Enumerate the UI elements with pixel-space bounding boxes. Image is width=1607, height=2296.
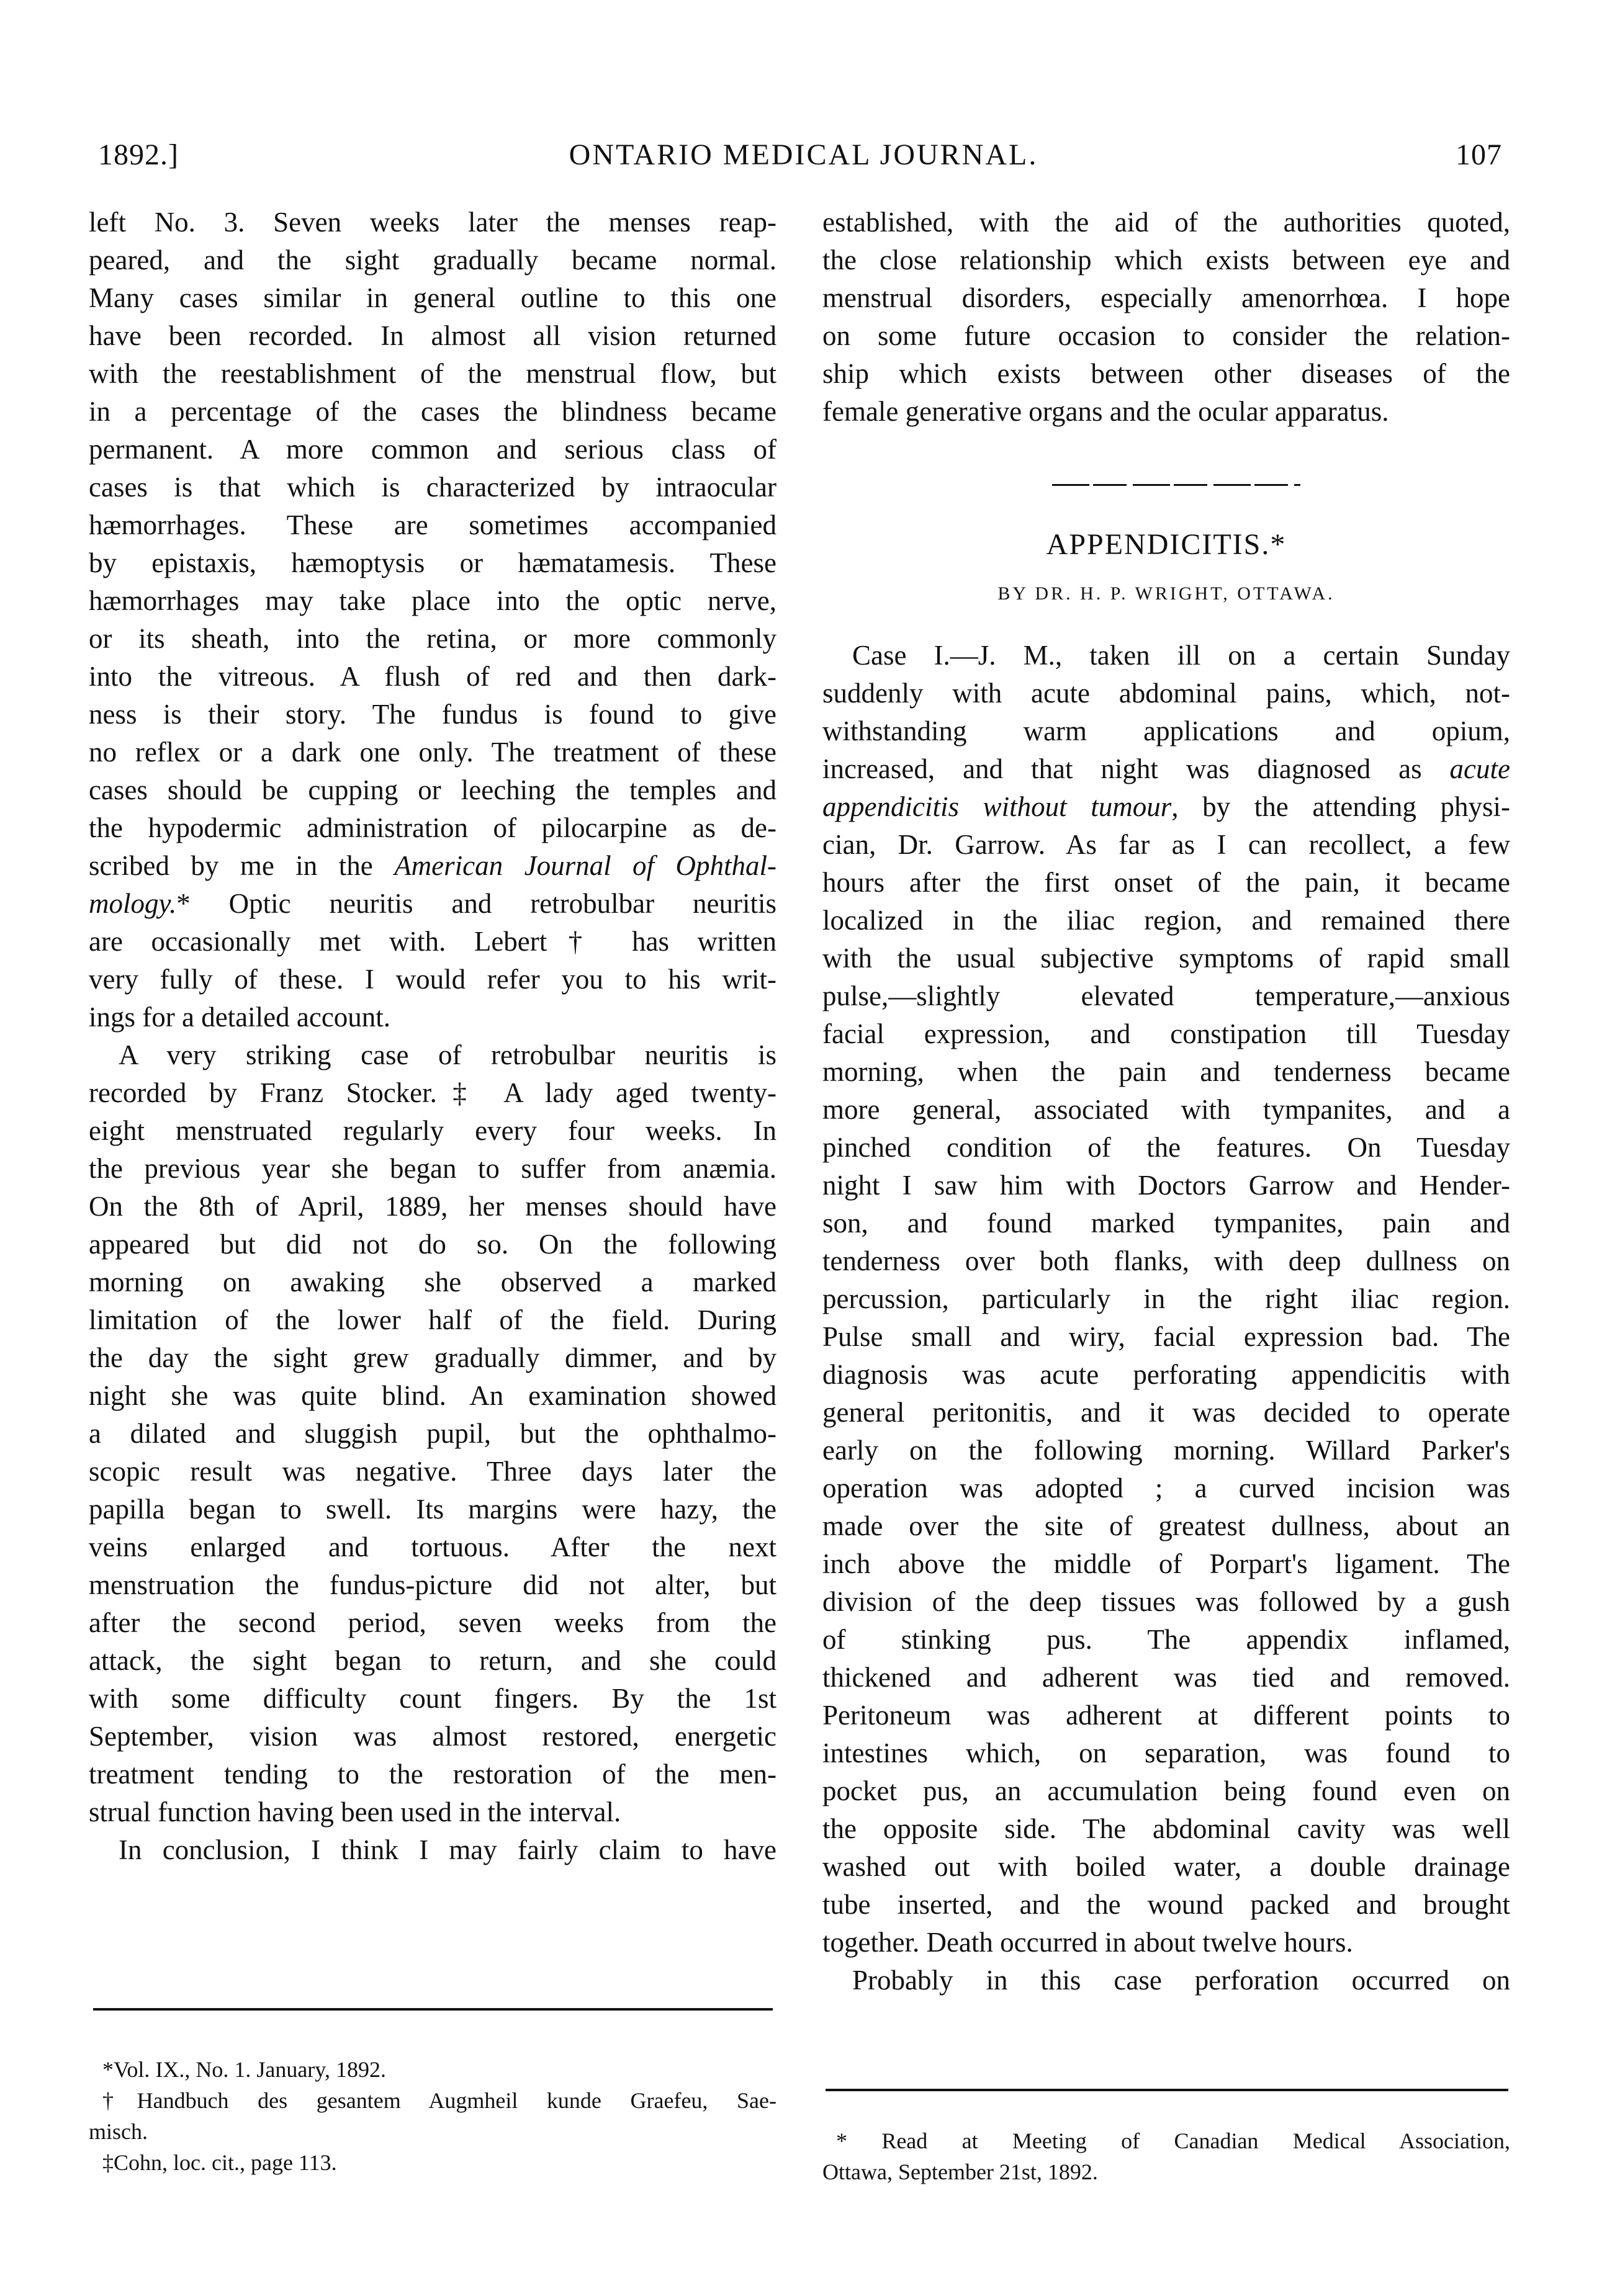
footnote-divider-right	[826, 2089, 1508, 2091]
italic-text: American Journal of Ophthal-	[394, 850, 776, 881]
text-line: cases is that which is characterized by intraocular	[89, 472, 776, 503]
text-run: scribed by me in the	[89, 850, 395, 881]
text-line: the previous year she began to suffer from anæmia.	[89, 1153, 776, 1184]
text-line: morning, when the pain and tenderness became	[822, 1056, 1510, 1087]
text-line: treatment tending to the restoration of the men-	[89, 1759, 776, 1790]
text-line: percussion, particularly in the right iliac region.	[822, 1283, 1510, 1314]
text-line: by epistaxis, hæmoptysis or hæmatamesis. These	[89, 547, 776, 578]
text-line: ings for a detailed account.	[89, 1002, 391, 1033]
footnote: ‡Cohn, loc. cit., page 113.	[102, 2150, 337, 2175]
text-line: On the 8th of April, 1889, her menses should have	[89, 1191, 776, 1222]
journal-title: ONTARIO MEDICAL JOURNAL.	[569, 138, 1038, 171]
text-line: established, with the aid of the authorities quoted,	[822, 207, 1510, 238]
text-line: papilla began to swell. Its margins were hazy, the	[89, 1494, 776, 1525]
article-byline: BY DR. H. P. WRIGHT, OTTAWA.	[997, 583, 1335, 604]
text-line: early on the following morning. Willard Parker's	[822, 1435, 1510, 1466]
text-line: operation was adopted ; a curved incision was	[822, 1473, 1510, 1504]
text-line: into the vitreous. A flush of red and then dark-	[89, 661, 776, 692]
text-line: peared, and the sight gradually became normal.	[89, 244, 776, 276]
page-number: 107	[1456, 138, 1502, 171]
text-line: recorded by Franz Stocker.‡ A lady aged twenty-	[89, 1077, 776, 1108]
text-line: cian, Dr. Garrow. As far as I can recollect, a few	[822, 829, 1510, 860]
text-line: night she was quite blind. An examination showed	[89, 1380, 776, 1411]
footnote: * Read at Meeting of Canadian Medical Association,	[836, 2128, 1510, 2153]
text-line: together. Death occurred in about twelve hours.	[822, 1927, 1353, 1958]
text-line: Probably in this case perforation occurred on	[852, 1965, 1510, 1996]
text-line: or its sheath, into the retina, or more commonly	[89, 623, 776, 654]
text-line: a dilated and sluggish pupil, but the ophthalmo-	[89, 1418, 776, 1449]
italic-text: mology.	[89, 888, 177, 919]
article-body	[822, 637, 1510, 1999]
text-line: hæmorrhages. These are sometimes accompanied	[89, 509, 776, 540]
footnotes-left	[89, 2054, 776, 2178]
running-head-year: 1892.]	[98, 138, 179, 171]
text-line: are occasionally met with. Lebert† has written	[89, 926, 776, 957]
right-column	[822, 204, 1510, 431]
text-line: ship which exists between other diseases of the	[822, 358, 1510, 389]
italic-text: acute	[1449, 753, 1510, 784]
text-line: Peritoneum was adherent at different points to	[822, 1700, 1510, 1731]
section-divider-ornament	[1052, 484, 1300, 486]
footnote: †Handbuch des gesantem Augmheil kunde Graefeu, Sae-	[102, 2088, 776, 2113]
text-line: facial expression, and constipation till Tuesday	[822, 1018, 1510, 1049]
text-line: withstanding warm applications and opium,	[822, 715, 1510, 747]
text-line	[822, 750, 1510, 788]
text-line: pinched condition of the features. On Tuesday	[822, 1132, 1510, 1163]
text-line: in a percentage of the cases the blindness became	[89, 396, 776, 427]
text-line: with the usual subjective symptoms of rapid small	[822, 943, 1510, 974]
text-line: permanent. A more common and serious class of	[89, 434, 776, 465]
text-line: with some difficulty count fingers. By the 1st	[89, 1683, 776, 1714]
text-line: division of the deep tissues was followed by a gush	[822, 1586, 1510, 1617]
text-line: morning on awaking she observed a marked	[89, 1267, 776, 1298]
text-line: tube inserted, and the wound packed and brought	[822, 1889, 1510, 1920]
text-line: pocket pus, an accumulation being found even on	[822, 1775, 1510, 1806]
text-line: Pulse small and wiry, facial expression bad. The	[822, 1321, 1510, 1352]
text-run: increased, and that night was diagnosed as	[822, 753, 1450, 784]
text-line	[89, 847, 776, 885]
text-line: intestines which, on separation, was found to	[822, 1738, 1510, 1769]
text-line: Case I.—J. M., taken ill on a certain Sunday	[852, 640, 1510, 671]
italic-text: appendicitis without tumour	[822, 791, 1172, 822]
text-line: eight menstruated regularly every four weeks. In	[89, 1115, 776, 1146]
footnote: misch.	[89, 2119, 148, 2144]
text-line: suddenly with acute abdominal pains, which, not-	[822, 678, 1510, 709]
text-line: cases should be cupping or leeching the temples and	[89, 774, 776, 805]
text-line: left No. 3. Seven weeks later the menses reap-	[89, 207, 776, 238]
text-line: the opposite side. The abdominal cavity was well	[822, 1813, 1510, 1844]
text-line: son, and found marked tympanites, pain and	[822, 1208, 1510, 1239]
text-line: September, vision was almost restored, energetic	[89, 1721, 776, 1752]
text-line: thickened and adherent was tied and removed.	[822, 1662, 1510, 1693]
text-line: diagnosis was acute perforating appendicitis with	[822, 1359, 1510, 1390]
text-run: * Optic neuritis and retrobulbar neuritis	[176, 888, 776, 919]
text-line: with the reestablishment of the menstrual flow, but	[89, 358, 776, 389]
text-line: hours after the first onset of the pain, it became	[822, 867, 1510, 898]
text-line: the close relationship which exists between eye and	[822, 244, 1510, 276]
text-line: A very striking case of retrobulbar neuritis is	[119, 1039, 776, 1070]
left-column	[89, 204, 776, 1869]
text-line: scopic result was negative. Three days later the	[89, 1456, 776, 1487]
text-line: localized in the iliac region, and remained there	[822, 905, 1510, 936]
text-line: female generative organs and the ocular apparatus.	[822, 396, 1389, 427]
footnote-divider-left	[93, 2008, 773, 2011]
text-line: inch above the middle of Porpart's ligament. The	[822, 1548, 1510, 1579]
text-line: made over the site of greatest dullness, about an	[822, 1510, 1510, 1541]
footnote: *Vol. IX., No. 1. January, 1892.	[102, 2057, 386, 2082]
text-line: very fully of these. I would refer you to his writ-	[89, 964, 776, 995]
text-line	[822, 788, 1510, 826]
text-line: strual function having been used in the interval.	[89, 1796, 621, 1827]
text-line	[89, 885, 776, 923]
text-line: ness is their story. The fundus is found to give	[89, 699, 776, 730]
text-line: after the second period, seven weeks from the	[89, 1607, 776, 1638]
text-line: general peritonitis, and it was decided to operate	[822, 1397, 1510, 1428]
text-line: limitation of the lower half of the field. During	[89, 1304, 776, 1335]
article-title: APPENDICITIS.*	[1046, 528, 1287, 561]
text-line: of stinking pus. The appendix inflamed,	[822, 1624, 1510, 1655]
text-line: have been recorded. In almost all vision returned	[89, 320, 776, 351]
text-line: Many cases similar in general outline to this one	[89, 282, 776, 313]
running-head	[0, 138, 1607, 187]
text-line: menstruation the fundus-picture did not alter, but	[89, 1569, 776, 1600]
text-line: more general, associated with tympanites, and a	[822, 1094, 1510, 1125]
text-line: the hypodermic administration of pilocarpine as de-	[89, 812, 776, 843]
text-run: , by the attending physi-	[1171, 791, 1510, 822]
text-line: on some future occasion to consider the relation-	[822, 320, 1510, 351]
text-line: In conclusion, I think I may fairly claim to have	[119, 1834, 776, 1865]
text-line: pulse,—slightly elevated temperature,—anxious	[822, 980, 1510, 1011]
text-line: hæmorrhages may take place into the optic nerve,	[89, 585, 776, 616]
text-line: no reflex or a dark one only. The treatment of these	[89, 737, 776, 768]
text-line: veins enlarged and tortuous. After the next	[89, 1531, 776, 1563]
text-line: washed out with boiled water, a double drainage	[822, 1851, 1510, 1882]
footnotes-right	[822, 2125, 1510, 2187]
footnote: Ottawa, September 21st, 1892.	[822, 2159, 1098, 2184]
text-line: appeared but did not do so. On the following	[89, 1229, 776, 1260]
text-line: attack, the sight began to return, and she could	[89, 1645, 776, 1676]
text-line: night I saw him with Doctors Garrow and Hender-	[822, 1170, 1510, 1201]
text-line: tenderness over both flanks, with deep dullness on	[822, 1245, 1510, 1276]
text-line: menstrual disorders, especially amenorrhœa. I hope	[822, 282, 1510, 313]
text-line: the day the sight grew gradually dimmer, and by	[89, 1342, 776, 1373]
